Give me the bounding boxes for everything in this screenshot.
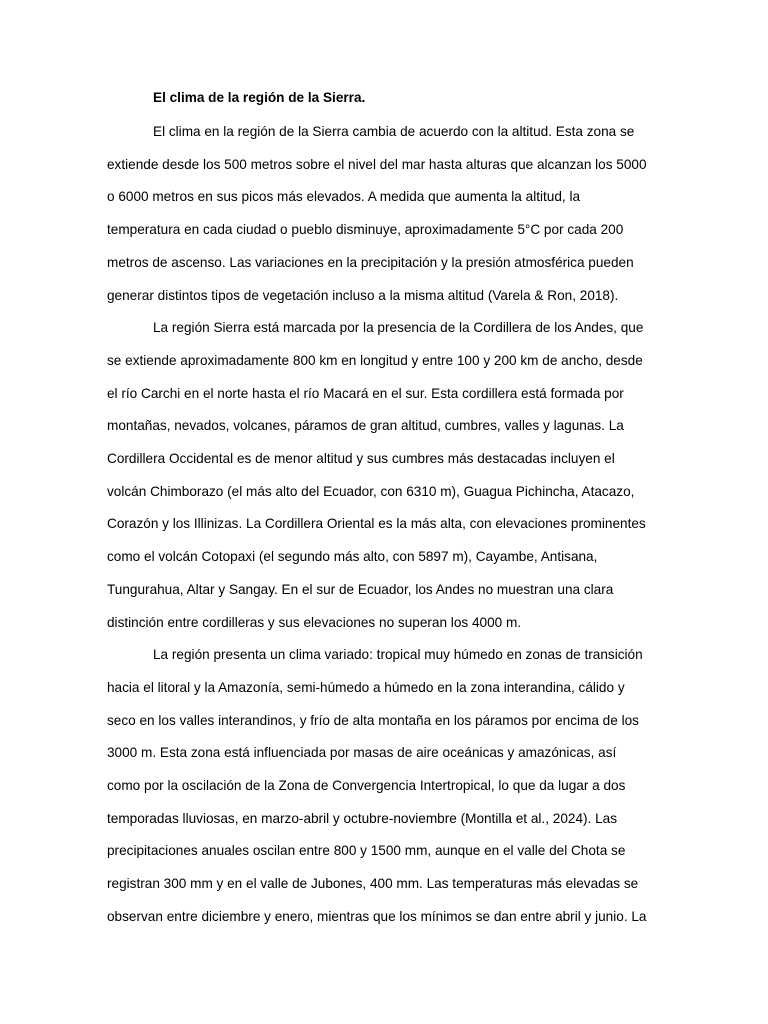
text-line: hacia el litoral y la Amazonía, semi-húmedo a húmedo en la zona interandina, cálido y: [107, 679, 625, 695]
text-line: distinción entre cordilleras y sus elevaciones no superan los 4000 m.: [107, 614, 522, 630]
text-line: Corazón y los Illinizas. La Cordillera Oriental es la más alta, con elevaciones prominentes: [107, 516, 646, 532]
document-title: El clima de la región de la Sierra.: [153, 90, 366, 105]
text-line: o 6000 metros en sus picos más elevados. A medida que aumenta la altitud, la: [107, 189, 581, 205]
text-line: como por la oscilación de la Zona de Convergencia Intertropical, lo que da lugar a dos: [107, 778, 626, 793]
text-line: temporadas lluviosas, en marzo-abril y octubre-noviembre (Montilla et al., 2024). Las: [107, 810, 617, 826]
text-line: extiende desde los 500 metros sobre el nivel del mar hasta alturas que alcanzan los 5000: [107, 156, 647, 172]
text-line: generar distintos tipos de vegetación incluso a la misma altitud (Varela & Ron, 2018).: [107, 287, 619, 303]
text-line: metros de ascenso. Las variaciones en la precipitación y la presión atmosférica pueden: [107, 254, 634, 270]
text-line: se extiende aproximadamente 800 km en longitud y entre 100 y 200 km de ancho, desde: [107, 352, 643, 368]
text-line: temperatura en cada ciudad o pueblo disminuye, aproximadamente 5°C por cada 200: [107, 222, 624, 238]
text-line: seco en los valles interandinos, y frío de alta montaña en los páramos por encima de los: [107, 712, 639, 728]
text-line: como el volcán Cotopaxi (el segundo más alto, con 5897 m), Cayambe, Antisana,: [107, 549, 598, 565]
text-line: registran 300 mm y en el valle de Jubones, 400 mm. Las temperaturas más elevadas se: [107, 876, 639, 892]
text-line: El clima en la región de la Sierra cambia de acuerdo con la altitud. Esta zona se: [153, 124, 635, 139]
text-line: 3000 m. Esta zona está influenciada por masas de aire oceánicas y amazónicas, así: [107, 745, 617, 761]
text-line: montañas, nevados, volcanes, páramos de gran altitud, cumbres, valles y lagunas. La: [107, 418, 624, 434]
text-line: el río Carchi en el norte hasta el río Macará en el sur. Esta cordillera está formada por: [107, 385, 624, 401]
text-line: Cordillera Occidental es de menor altitud y sus cumbres más destacadas incluyen el: [107, 451, 615, 466]
text-line: Tungurahua, Altar y Sangay. En el sur de Ecuador, los Andes no muestran una clara: [107, 581, 614, 597]
text-line: La región presenta un clima variado: tropical muy húmedo en zonas de transición: [153, 647, 643, 663]
text-line: volcán Chimborazo (el más alto del Ecuador, con 6310 m), Guagua Pichincha, Atacazo,: [107, 483, 635, 499]
text-line: observan entre diciembre y enero, mientras que los mínimos se dan entre abril y junio. La: [107, 908, 647, 924]
text-line: precipitaciones anuales oscilan entre 800 y 1500 mm, aunque en el valle del Chota se: [107, 843, 626, 859]
text-line: La región Sierra está marcada por la presencia de la Cordillera de los Andes, que: [153, 320, 644, 336]
